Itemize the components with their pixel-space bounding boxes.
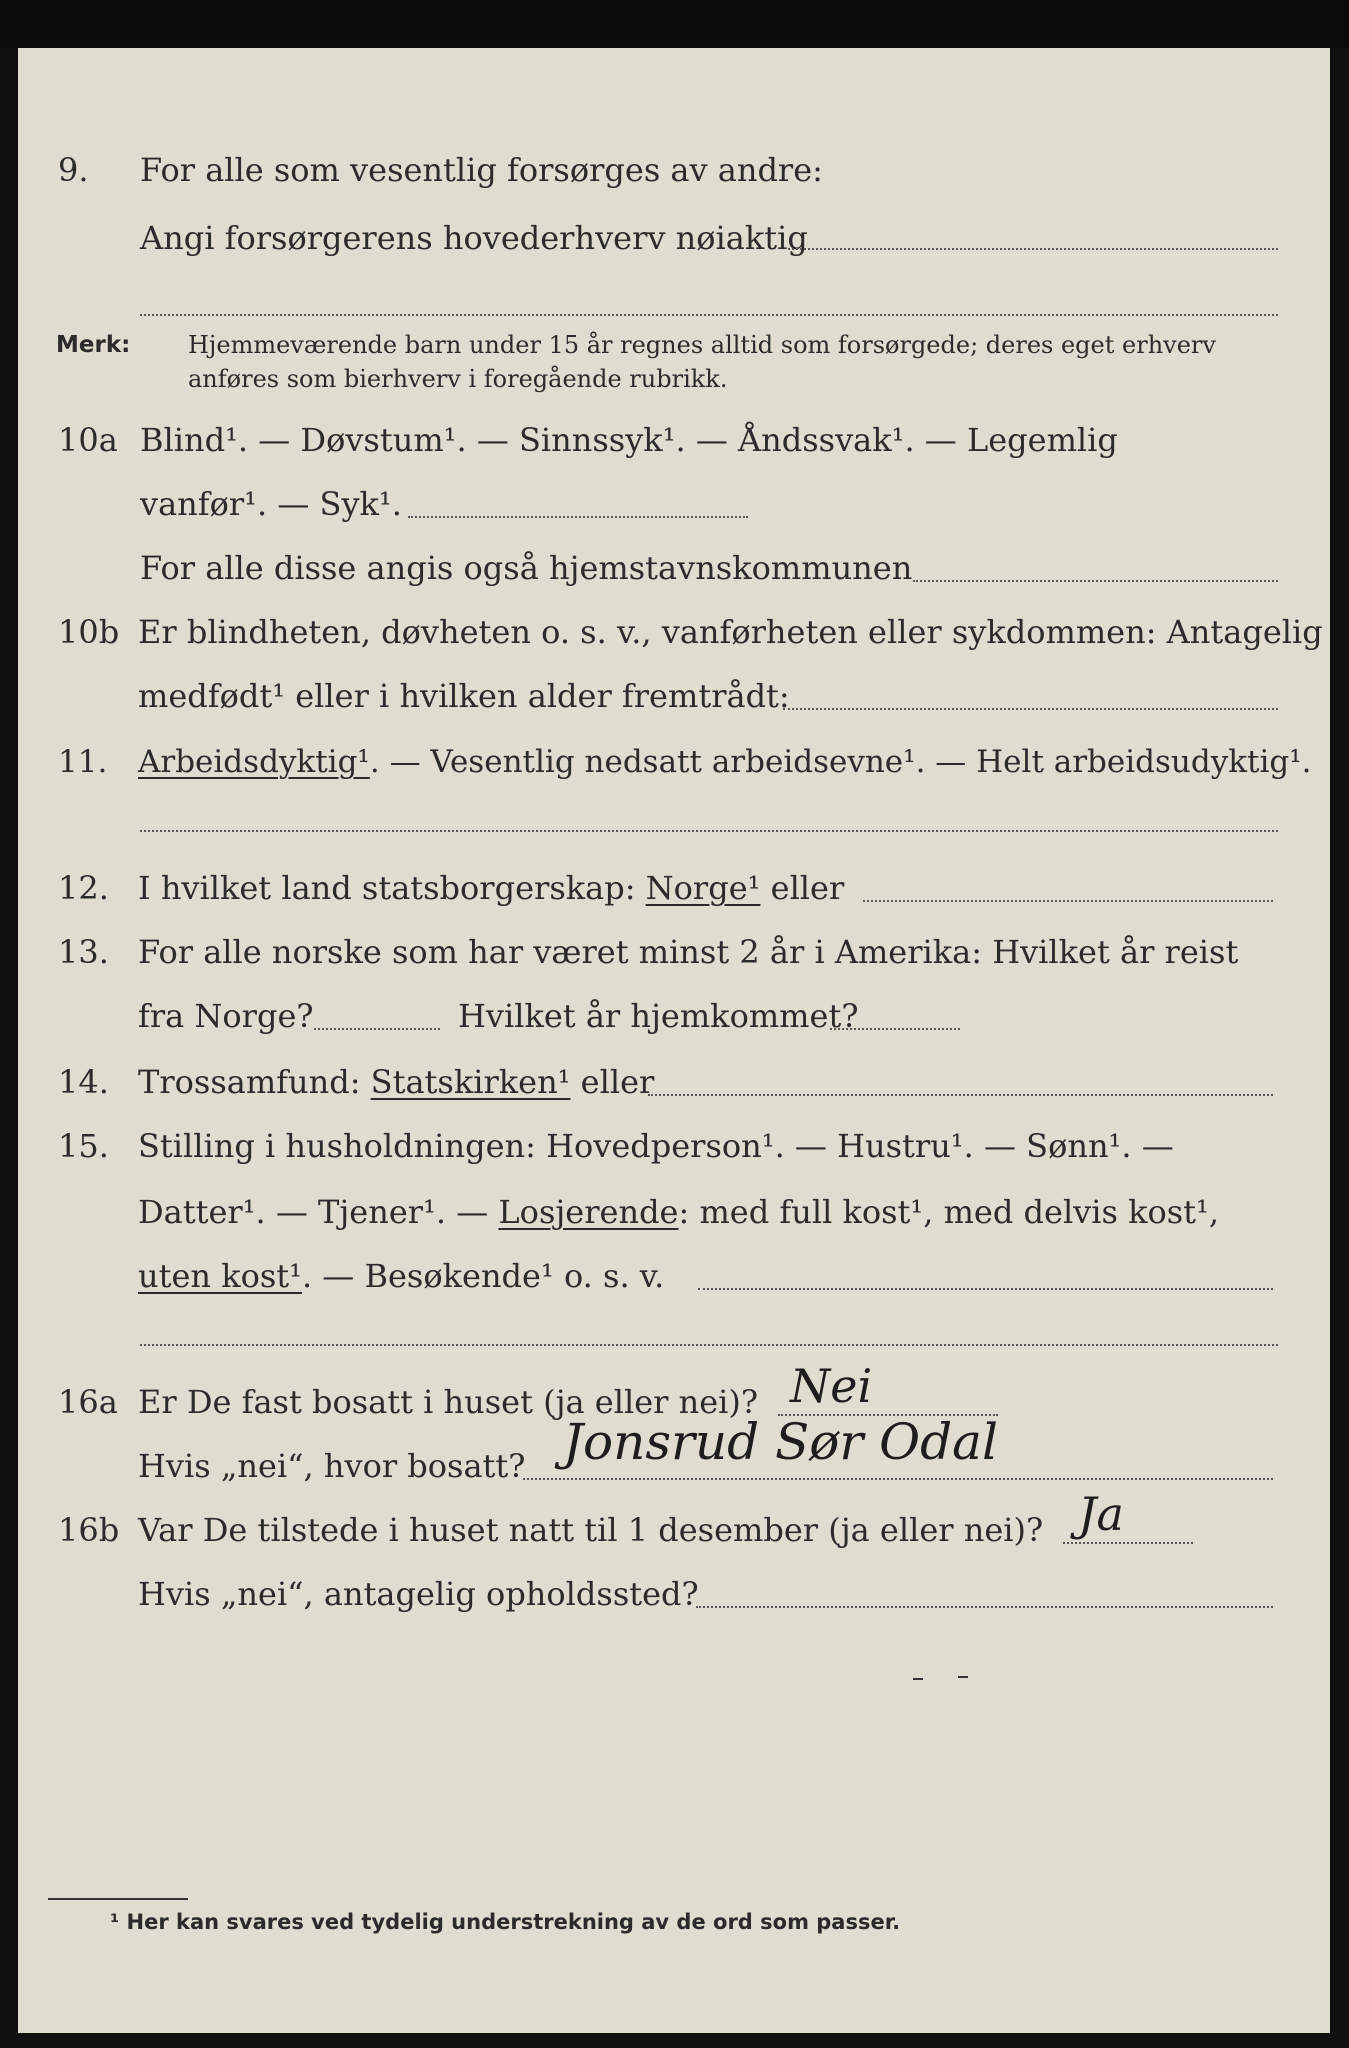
q13-number: 13. bbox=[58, 933, 109, 971]
q10b-text-2: medfødt¹ eller i hvilken alder fremtrådt: bbox=[138, 677, 790, 715]
q12-answer-line[interactable] bbox=[863, 900, 1273, 902]
q16a-text-2: Hvis „nei“, hvor bosatt? bbox=[138, 1447, 526, 1485]
q11-option-arbeidsdyktig[interactable]: Arbeidsdyktig¹ bbox=[138, 744, 370, 780]
q14-text-2: eller bbox=[570, 1063, 655, 1101]
q14-text: Trossamfund: bbox=[138, 1063, 371, 1101]
q15-text: Stilling i husholdningen: Hovedperson¹. — Hustru¹. — Sønn¹. — bbox=[138, 1127, 1174, 1165]
q13-year-returned-line[interactable] bbox=[830, 1028, 960, 1030]
q11-answer-line[interactable] bbox=[140, 830, 1278, 832]
q10a-text: Blind¹. — Døvstum¹. — Sinnssyk¹. — Åndssvak¹. — Legemlig bbox=[140, 421, 1118, 459]
q12-text: I hvilket land statsborgerskap: bbox=[138, 869, 646, 907]
q15-number: 15. bbox=[58, 1127, 109, 1165]
q10b-number: 10b bbox=[58, 613, 120, 651]
q14-option-statskirken[interactable]: Statskirken¹ bbox=[370, 1063, 571, 1101]
q15-answer-line[interactable] bbox=[698, 1288, 1273, 1290]
q16a-answer-handwritten: Nei bbox=[790, 1359, 873, 1413]
q13-text-2: fra Norge? bbox=[138, 997, 314, 1035]
q10a-text-3: For alle disse angis også hjemstavnskommunen bbox=[140, 549, 913, 587]
ink-speck bbox=[958, 1676, 968, 1678]
footnote-rule bbox=[48, 1898, 188, 1900]
q16b-text-2: Hvis „nei“, antagelig opholdssted? bbox=[138, 1575, 699, 1613]
q10a-hjemstavn-line[interactable] bbox=[913, 580, 1278, 582]
q16a-residence-handwritten: Jonsrud Sør Odal bbox=[563, 1413, 998, 1471]
q13-year-left-line[interactable] bbox=[314, 1028, 440, 1030]
q16b-answer-handwritten: Ja bbox=[1078, 1487, 1124, 1541]
merk-line-2: anføres som bierhverv i foregående rubrikk. bbox=[188, 365, 728, 393]
q9-number: 9. bbox=[58, 151, 89, 189]
q16a-number: 16a bbox=[58, 1383, 118, 1421]
q14-answer-line[interactable] bbox=[648, 1094, 1273, 1096]
q16a-text: Er De fast bosatt i huset (ja eller nei)? bbox=[138, 1383, 759, 1421]
q11-number: 11. bbox=[58, 744, 108, 780]
q10b-answer-line[interactable] bbox=[783, 708, 1278, 710]
scan-border bbox=[0, 0, 1349, 48]
q14-number: 14. bbox=[58, 1063, 109, 1101]
q15-option-losjerende[interactable]: Losjerende bbox=[498, 1193, 679, 1231]
q9-text: For alle som vesentlig forsørges av andre: bbox=[140, 151, 823, 189]
q13-text: For alle norske som har været minst 2 år i Amerika: Hvilket år reist bbox=[138, 933, 1239, 971]
q9-text-2: Angi forsørgerens hovederhverv nøiaktig bbox=[140, 219, 808, 257]
footnote: ¹ Her kan svares ved tydelig understrekning av de ord som passer. bbox=[110, 1910, 901, 1934]
q12-text-2: eller bbox=[760, 869, 845, 907]
q12-option-norge[interactable]: Norge¹ bbox=[645, 869, 761, 907]
q13-text-3: Hvilket år hjemkommet? bbox=[458, 997, 859, 1035]
q12-number: 12. bbox=[58, 869, 109, 907]
merk-label: Merk: bbox=[56, 332, 131, 358]
q9-answer-line[interactable] bbox=[788, 248, 1278, 250]
q15-text-4: . — Besøkende¹ o. s. v. bbox=[301, 1257, 665, 1295]
q16a-residence-line[interactable] bbox=[523, 1478, 1273, 1480]
q15-text-3: : med full kost¹, med delvis kost¹, bbox=[678, 1193, 1220, 1231]
q15-answer-line-2[interactable] bbox=[140, 1344, 1278, 1346]
q16b-answer-line[interactable] bbox=[1063, 1542, 1193, 1544]
q10b-text: Er blindheten, døvheten o. s. v., vanførheten eller sykdommen: Antagelig bbox=[138, 613, 1323, 651]
ink-speck bbox=[913, 1678, 923, 1680]
q15-text-2: Datter¹. — Tjener¹. — bbox=[138, 1193, 499, 1231]
q16b-text: Var De tilstede i huset natt til 1 desember (ja eller nei)? bbox=[138, 1511, 1044, 1549]
q16b-answer-line-2[interactable] bbox=[696, 1606, 1273, 1608]
merk-line-1: Hjemmeværende barn under 15 år regnes alltid som forsørgede; deres eget erhverv bbox=[188, 331, 1216, 359]
q10a-answer-line[interactable] bbox=[408, 516, 748, 518]
census-form-page bbox=[18, 48, 1330, 2033]
q16b-number: 16b bbox=[58, 1511, 120, 1549]
q10a-number: 10a bbox=[58, 421, 118, 459]
q15-option-uten-kost[interactable]: uten kost¹ bbox=[138, 1257, 302, 1295]
q9-answer-line-2[interactable] bbox=[140, 314, 1278, 316]
q11-text: . — Vesentlig nedsatt arbeidsevne¹. — Helt arbeidsudyktig¹. bbox=[369, 744, 1312, 780]
q10a-text-2: vanfør¹. — Syk¹. bbox=[140, 485, 402, 523]
